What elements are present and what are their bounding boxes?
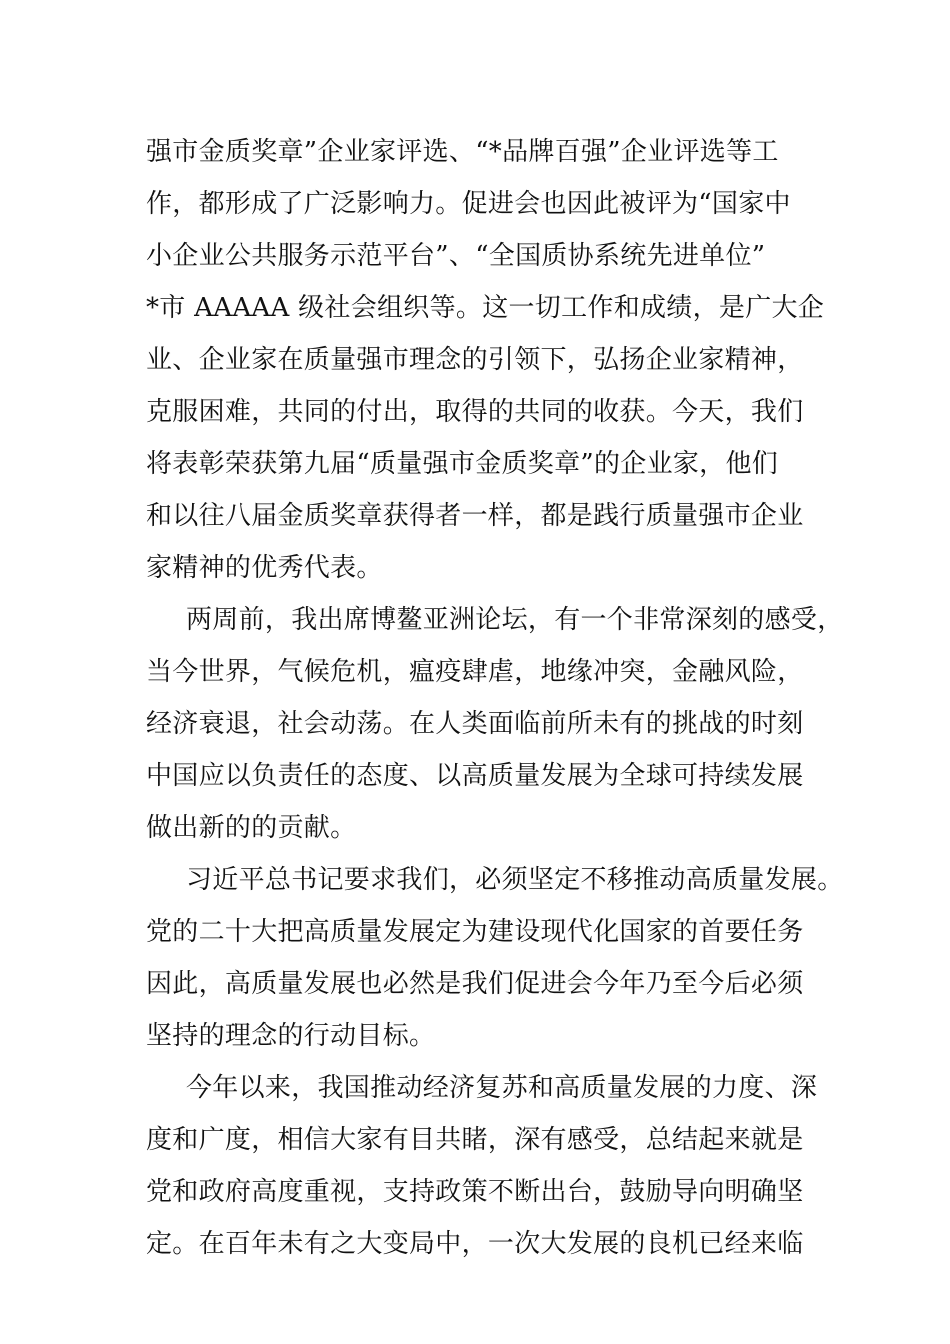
text-line: 克服困难，共同的付出，取得的共同的收获。今天，我们 [146,397,804,427]
document-body [146,126,844,1270]
text-line: 坚持的理念的行动目标。 [146,1021,436,1051]
paragraph-first-line: 今年以来，我国推动经济复苏和高质量发展的力度、深 [186,1073,818,1103]
text-line: *市 AAAAA 级社会组织等。这一切工作和成绩，是广大企 [146,293,825,323]
text-line: 经济衰退，社会动荡。在人类面临前所未有的挑战的时刻 [146,709,804,739]
text-line: 业、企业家在质量强市理念的引领下，弘扬企业家精神， [146,345,804,375]
text-line: 当今世界，气候危机，瘟疫肆虐，地缘冲突，金融风险， [146,657,804,687]
text-line: 党和政府高度重视，支持政策不断出台，鼓励导向明确坚 [146,1177,804,1207]
text-line: 家精神的优秀代表。 [146,553,383,583]
text-line: 将表彰荣获第九届“质量强市金质奖章”的企业家，他们 [146,449,779,479]
paragraph-first-line: 习近平总书记要求我们，必须坚定不移推动高质量发展。 [186,865,844,895]
text-line: 中国应以负责任的态度、以高质量发展为全球可持续发展 [146,761,804,791]
text-line: 定。在百年未有之大变局中，一次大发展的良机已经来临 [146,1229,804,1259]
text-line: 小企业公共服务示范平台”、“全国质协系统先进单位” [146,241,766,271]
text-line: 党的二十大把高质量发展定为建设现代化国家的首要任务 [146,917,804,947]
text-line: 作，都形成了广泛影响力。促进会也因此被评为“国家中 [146,189,791,219]
text-line: 因此，高质量发展也必然是我们促进会今年乃至今后必须 [146,969,804,999]
text-line: 做出新的的贡献。 [146,813,357,843]
text-line: 度和广度，相信大家有目共睹，深有感受，总结起来就是 [146,1125,804,1155]
text-line: 和以往八届金质奖章获得者一样，都是践行质量强市企业 [146,501,804,531]
paragraph-first-line: 两周前，我出席博鳌亚洲论坛，有一个非常深刻的感受， [186,605,844,635]
text-line: 强市金质奖章”企业家评选、“*品牌百强”企业评选等工 [146,137,779,167]
